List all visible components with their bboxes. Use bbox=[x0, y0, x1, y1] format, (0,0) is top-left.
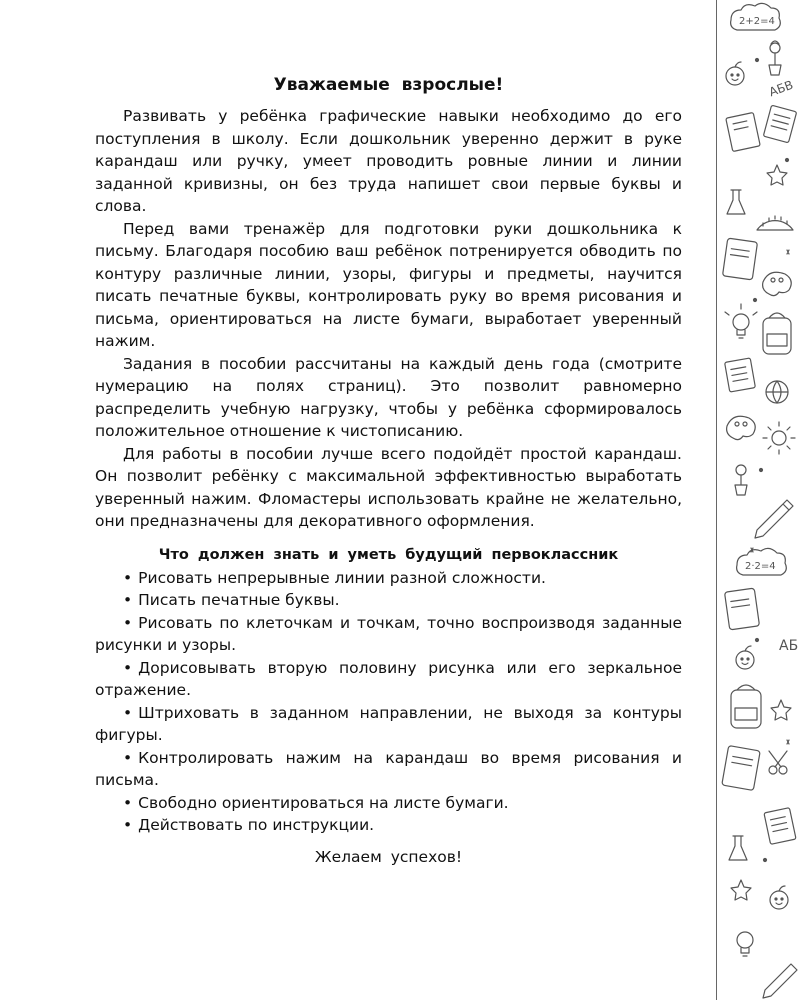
doodle-pattern bbox=[717, 0, 800, 1000]
pencil-icon bbox=[763, 964, 797, 998]
bullet: • bbox=[123, 568, 133, 587]
apple-icon bbox=[770, 886, 788, 909]
notebook-icon bbox=[764, 808, 796, 845]
star-icon bbox=[731, 880, 751, 900]
star-icon bbox=[767, 165, 787, 185]
backpack-icon bbox=[763, 313, 791, 354]
list-item bbox=[95, 792, 682, 815]
pencil-icon bbox=[755, 500, 793, 538]
list-item-text: Писать печатные буквы. bbox=[138, 591, 340, 609]
palette-icon bbox=[727, 416, 756, 439]
content bbox=[95, 74, 682, 868]
backpack-icon bbox=[731, 685, 761, 728]
book-icon bbox=[726, 112, 760, 151]
bullet: • bbox=[123, 658, 133, 677]
globe-icon bbox=[766, 381, 788, 403]
notebook-icon bbox=[763, 105, 796, 143]
page-title: Уважаемые взрослые! bbox=[273, 75, 504, 95]
list-item-text: Свободно ориентироваться на листе бумаги. bbox=[138, 793, 509, 812]
scissors-icon bbox=[769, 751, 787, 774]
list-item bbox=[95, 589, 682, 612]
sparkle-dots bbox=[751, 59, 789, 862]
lightbulb-icon bbox=[737, 932, 753, 956]
paragraph: Задания в пособии рассчитаны на каждый день года (смотрите нумерацию на полях страниц). Это позволит равномерно распределить учебную нагрузку, чтобы у ребёнка сформировалось положительное отношение к чистописанию. bbox=[95, 354, 682, 440]
letters-label: АБВ bbox=[767, 77, 796, 100]
list-item-text: Штриховать в заданном направлении, не выходя за контуры фигуры. bbox=[95, 703, 682, 744]
list-item-text: Действовать по инструкции. bbox=[138, 816, 375, 834]
list-item bbox=[95, 814, 682, 837]
cloud-doodle bbox=[737, 548, 787, 575]
book-icon bbox=[722, 746, 760, 791]
list-item bbox=[95, 567, 682, 590]
palette-icon bbox=[763, 272, 792, 295]
lightbulb-icon bbox=[725, 304, 757, 338]
ruler-icon bbox=[757, 216, 793, 230]
decorative-border bbox=[716, 0, 800, 1000]
cloud-doodle bbox=[731, 3, 781, 30]
flower-icon bbox=[735, 465, 747, 495]
bullet: • bbox=[123, 703, 133, 722]
notebook-icon bbox=[725, 358, 756, 392]
flask-icon bbox=[729, 836, 747, 860]
cloud-label: 2+2=4 bbox=[739, 16, 775, 27]
bullet: • bbox=[123, 793, 133, 812]
list-item-text: Рисовать непрерывные линии разной сложности. bbox=[138, 568, 546, 587]
book-icon bbox=[723, 238, 758, 280]
closing-text: Желаем успехов! bbox=[314, 847, 463, 866]
list-item-text: Рисовать по клеточкам и точкам, точно воспроизводя заданные рисунки и узоры. bbox=[95, 613, 682, 654]
list-item bbox=[95, 702, 682, 747]
bullet: • bbox=[123, 591, 133, 609]
letters-label: АБ bbox=[779, 638, 799, 654]
bullet: • bbox=[123, 613, 133, 632]
flask-icon bbox=[727, 190, 745, 214]
star-icon bbox=[771, 700, 791, 720]
paragraph: Развивать у ребёнка графические навыки необходимо до его поступления в школу. Если дошкольник уверенно держит в руке карандаш или ручку, умеет проводить ровные линии и линии заданной кривизны, он без труда напишет свои первые буквы и слова. bbox=[95, 107, 682, 215]
paragraph: Для работы в пособии лучше всего подойдёт простой карандаш. Он позволит ребёнку с максимальной эффективностью выработать уверенный нажим. Фломастеры использовать крайне не желательно, они предназначены для декоративного оформления. bbox=[95, 444, 682, 530]
section-subtitle: Что должен знать и уметь будущий первоклассник bbox=[158, 546, 619, 563]
list-item-text: Контролировать нажим на карандаш во время рисования и письма. bbox=[95, 748, 682, 789]
apple-icon bbox=[726, 62, 744, 85]
paragraph: Перед вами тренажёр для подготовки руки дошкольника к письму. Благодаря пособию ваш ребёнок потренируется обводить по контуру различные линии, узоры, фигуры и предметы, научится писать печатные буквы, контролировать руку во время рисования и письма, ориентироваться на листе бумаги, выработает уверенный нажим. bbox=[95, 219, 682, 350]
list-item bbox=[95, 612, 682, 657]
cloud-label: 2·2=4 bbox=[745, 561, 776, 572]
list-item-text: Дорисовывать вторую половину рисунка или его зеркальное отражение. bbox=[95, 658, 682, 699]
flower-icon bbox=[769, 41, 781, 75]
book-icon bbox=[725, 588, 760, 630]
list-item bbox=[95, 657, 682, 702]
bullet: • bbox=[123, 748, 133, 767]
apple-icon bbox=[736, 646, 754, 669]
skills-list bbox=[95, 567, 682, 837]
sun-icon bbox=[763, 422, 795, 454]
list-item bbox=[95, 747, 682, 792]
bullet: • bbox=[123, 816, 133, 834]
